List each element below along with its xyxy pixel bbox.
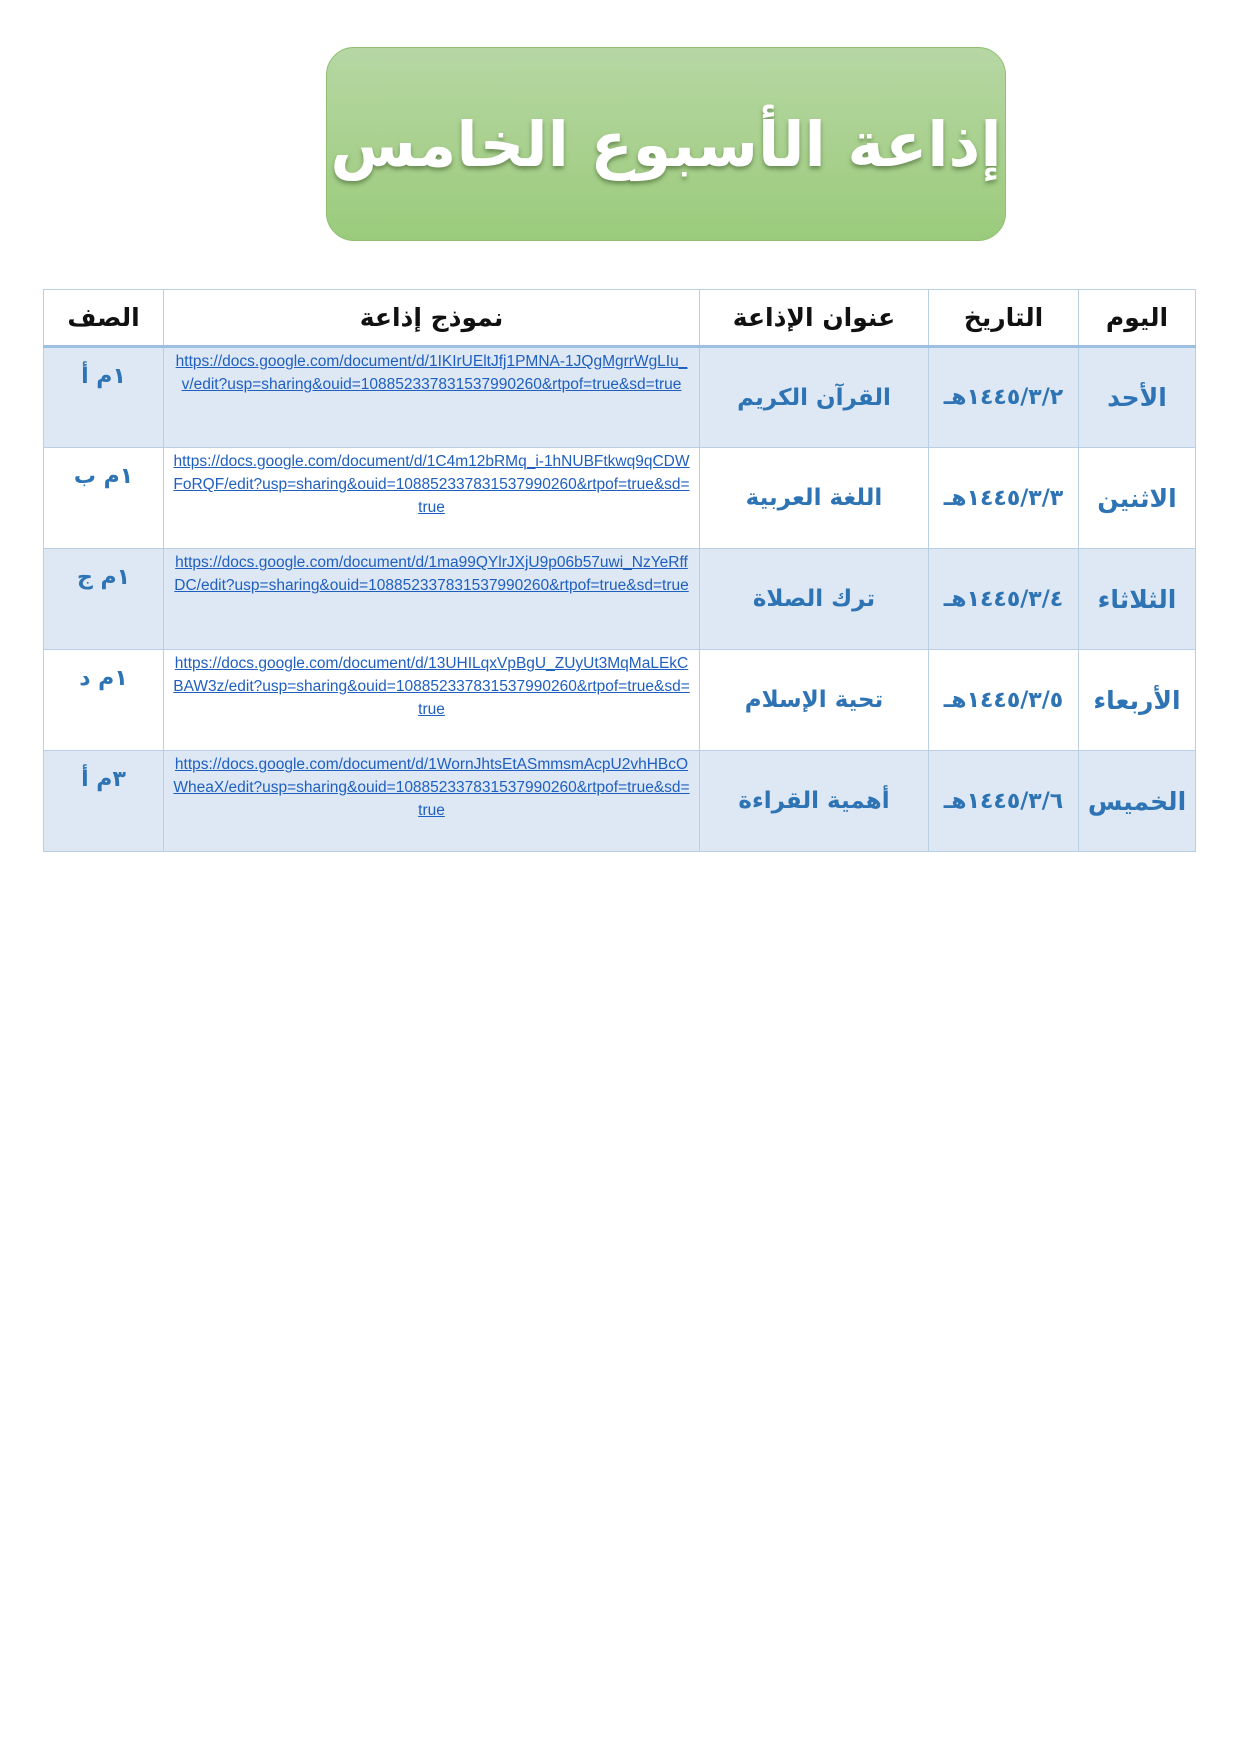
table-header-row [44,290,1196,347]
model-link[interactable]: https://docs.google.com/document/d/1C4m12bRMq_i-1hNUBFtkwq9qCDWFoRQF/edit?usp=sharing&ouid=108852337831537990260&rtpof=true&sd=true [173,453,690,516]
header-date: التاريخ [929,290,1079,347]
topic-cell: اللغة العربية [700,448,929,549]
date-cell: ١٤٤٥/٣/٣هـ [929,448,1079,549]
day-cell: الاثنين [1079,448,1196,549]
topic-cell: القرآن الكريم [700,347,929,448]
header-model: نموذج إذاعة [164,290,700,347]
page-title: إذاعة الأسبوع الخامس [330,107,1002,181]
date-cell: ١٤٤٥/٣/٦هـ [929,751,1079,852]
class-cell: ١م ج [44,549,164,650]
class-cell: ١م ب [44,448,164,549]
table-row [44,751,1196,852]
topic-cell: أهمية القراءة [700,751,929,852]
table-row [44,347,1196,448]
model-link-cell [164,549,700,650]
model-link-cell [164,650,700,751]
model-link[interactable]: https://docs.google.com/document/d/1ma99QYlrJXjU9p06b57uwi_NzYeRffDC/edit?usp=sharing&ouid=108852337831537990260&rtpof=true&sd=true [174,554,689,594]
class-cell: ١م أ [44,347,164,448]
broadcast-schedule-table [43,289,1196,852]
day-cell: الخميس [1079,751,1196,852]
model-link-cell [164,751,700,852]
title-banner [326,47,1006,241]
model-link[interactable]: https://docs.google.com/document/d/1WornJhtsEtASmmsmAcpU2vhHBcOWheaX/edit?usp=sharing&ouid=108852337831537990260&rtpof=true&sd=true [173,756,690,819]
table-row [44,448,1196,549]
topic-cell: ترك الصلاة [700,549,929,650]
header-topic: عنوان الإذاعة [700,290,929,347]
date-cell: ١٤٤٥/٣/٤هـ [929,549,1079,650]
topic-cell: تحية الإسلام [700,650,929,751]
day-cell: الأحد [1079,347,1196,448]
table-row [44,650,1196,751]
header-class: الصف [44,290,164,347]
class-cell: ١م د [44,650,164,751]
model-link[interactable]: https://docs.google.com/document/d/1IKIrUEltJfj1PMNA-1JQgMgrrWgLIu_v/edit?usp=sharing&ouid=108852337831537990260&rtpof=true&sd=true [175,353,688,393]
day-cell: الثلاثاء [1079,549,1196,650]
model-link-cell [164,448,700,549]
header-day: اليوم [1079,290,1196,347]
date-cell: ١٤٤٥/٣/٥هـ [929,650,1079,751]
model-link-cell [164,347,700,448]
model-link[interactable]: https://docs.google.com/document/d/13UHILqxVpBgU_ZUyUt3MqMaLEkCBAW3z/edit?usp=sharing&ouid=108852337831537990260&rtpof=true&sd=true [173,655,690,718]
day-cell: الأربعاء [1079,650,1196,751]
class-cell: ٣م أ [44,751,164,852]
table-row [44,549,1196,650]
date-cell: ١٤٤٥/٣/٢هـ [929,347,1079,448]
